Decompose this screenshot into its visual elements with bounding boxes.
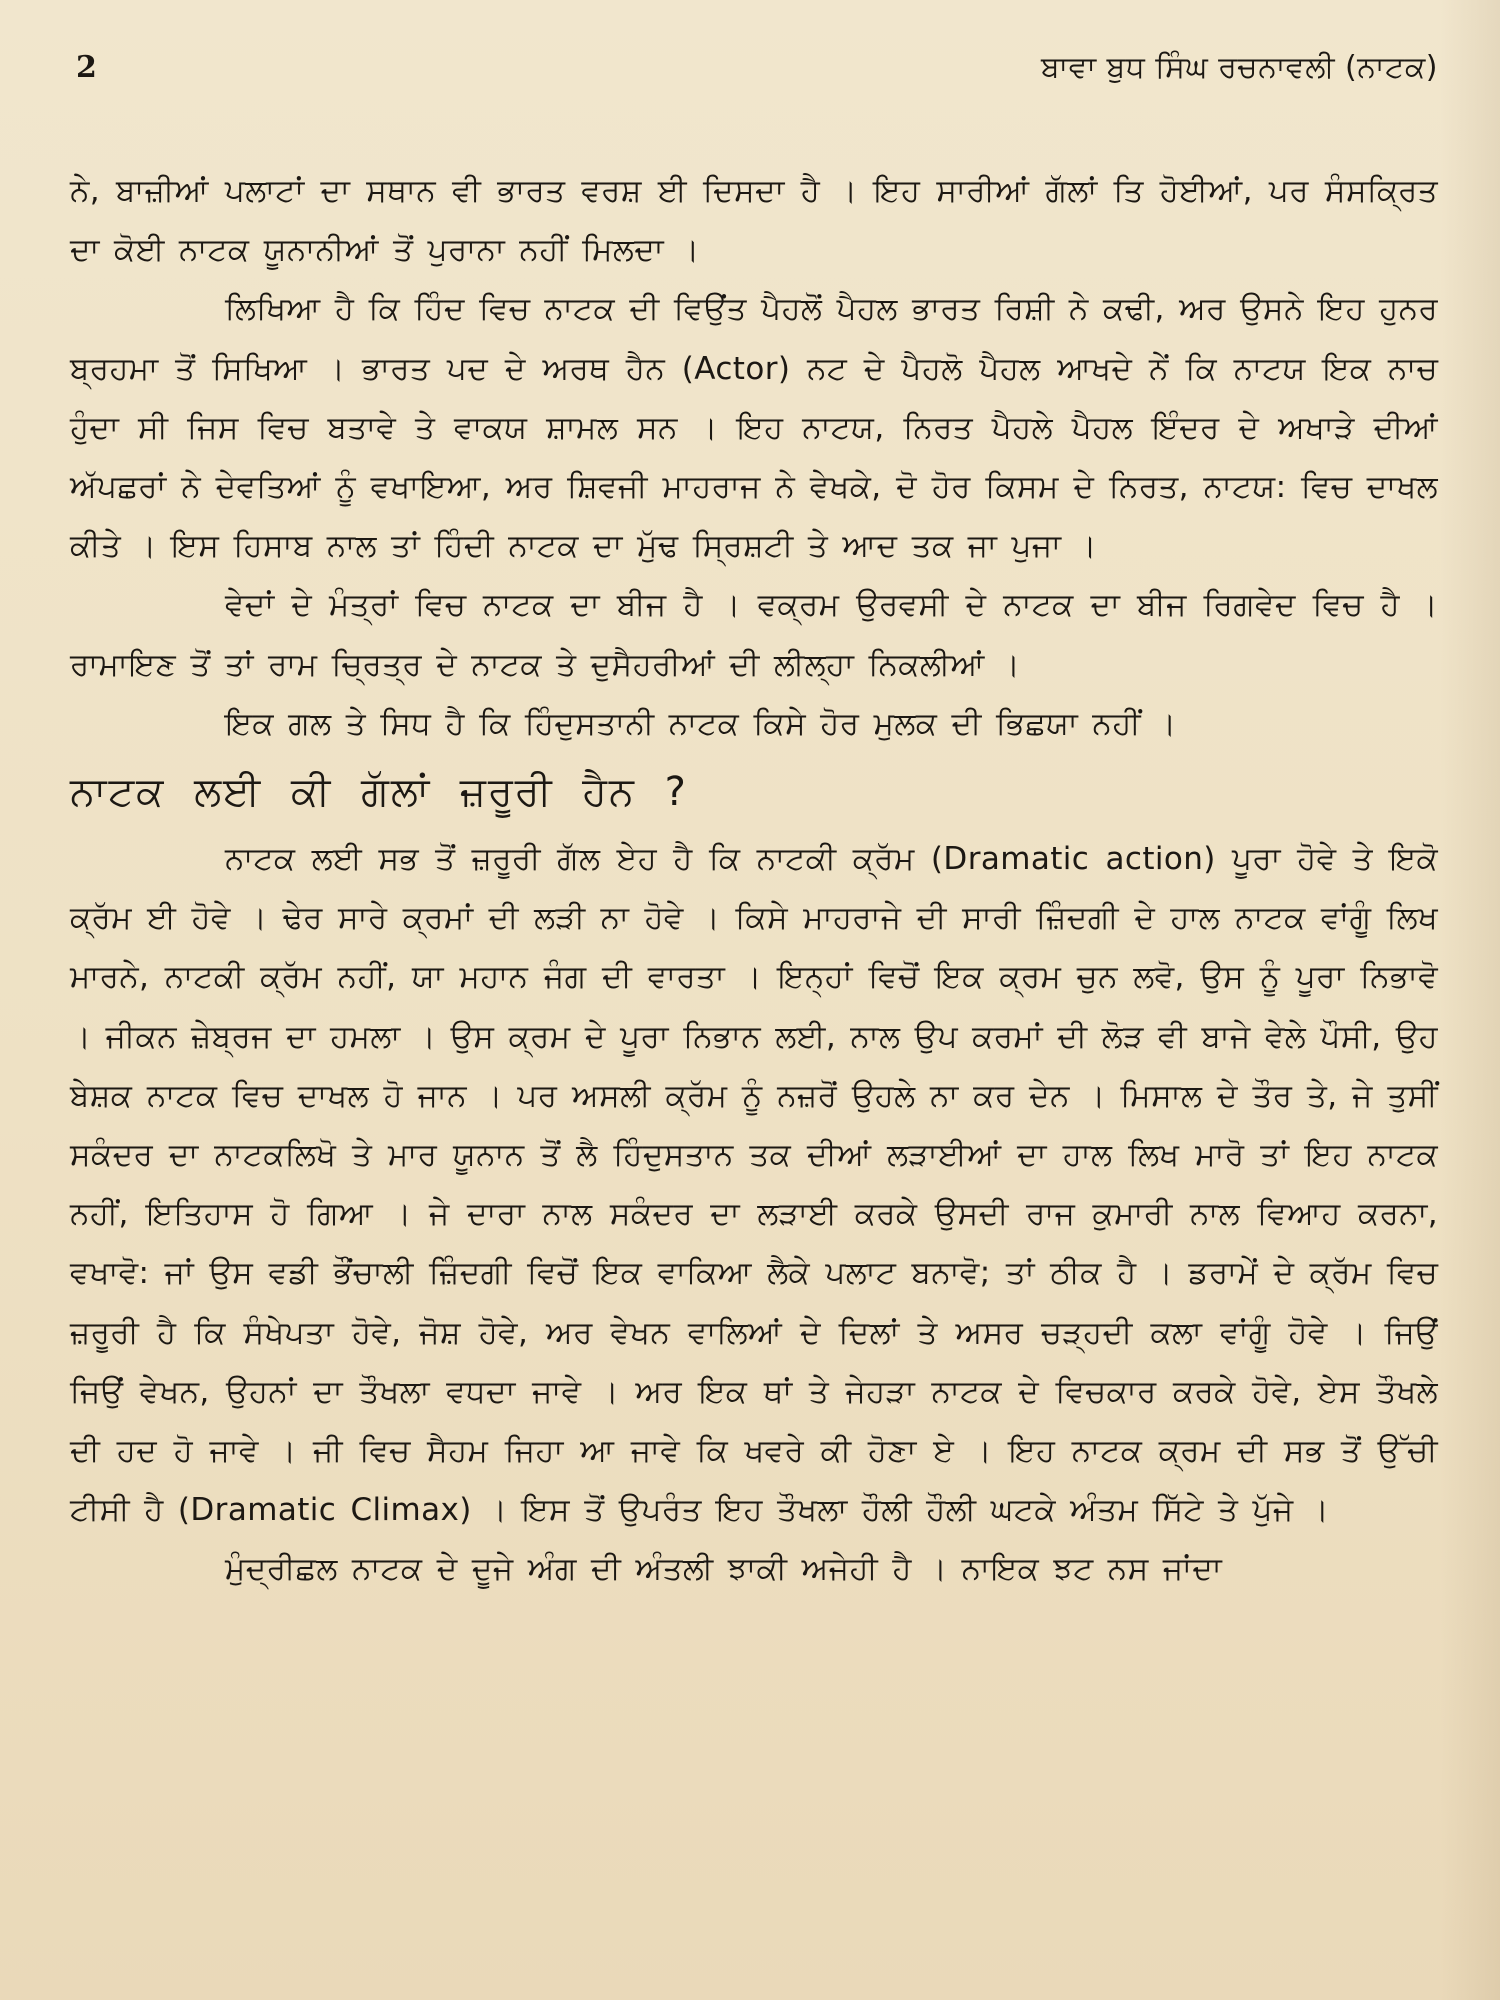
paragraph: ਇਕ ਗਲ ਤੇ ਸਿਧ ਹੈ ਕਿ ਹਿੰਦੁਸਤਾਨੀ ਨਾਟਕ ਕਿਸੇ ਹੋਰ ਮੁਲਕ ਦੀ ਭਿਛਯਾ ਨਹੀਂ ।: [225, 705, 1177, 742]
paragraph: ਮੁੰਦ੍ਰੀਛਲ ਨਾਟਕ ਦੇ ਦੂਜੇ ਅੰਗ ਦੀ ਅੰਤਲੀ ਝਾਕੀ ਅਜੇਹੀ ਹੈ । ਨਾਇਕ ਝਟ ਨਸ ਜਾਂਦਾ: [225, 1551, 1223, 1588]
book-title: ਬਾਵਾ ਬੁਧ ਸਿੰਘ ਰਚਨਾਵਲੀ (ਨਾਟਕ): [1040, 50, 1438, 85]
paragraph: ਨਾਟਕ ਲਈ ਸਭ ਤੋਂ ਜ਼ਰੂਰੀ ਗੱਲ ਏਹ ਹੈ ਕਿ ਨਾਟਕੀ ਕ੍ਰੱਮ (Dramatic action) ਪੂਰਾ ਹੋਵੇ ਤੇ ਇਕੋ ਕ੍ਰੱਮ ਈ ਹੋਵੇ । ਢੇਰ ਸਾਰੇ ਕ੍ਰਮਾਂ ਦੀ ਲੜੀ ਨਾ ਹੋਵੇ । ਕਿਸੇ ਮਾਹਰਾਜੇ ਦੀ ਸਾਰੀ ਜ਼ਿੰਦਗੀ ਦੇ ਹਾਲ ਨਾਟਕ ਵਾਂਗੂੰ ਲਿਖ ਮਾਰਨੇ, ਨਾਟਕੀ ਕ੍ਰੱਮ ਨਹੀਂ, ਯਾ ਮਹਾਨ ਜੰਗ ਦੀ ਵਾਰਤਾ । ਇਨ੍ਹਾਂ ਵਿਚੋਂ ਇਕ ਕ੍ਰਮ ਚੁਨ ਲਵੋ, ਉਸ ਨੂੰ ਪੂਰਾ ਨਿਭਾਵੋ । ਜੀਕਨ ਜ਼ੇਬ੍ਰਜ ਦਾ ਹਮਲਾ । ਉਸ ਕ੍ਰਮ ਦੇ ਪੂਰਾ ਨਿਭਾਨ ਲਈ, ਨਾਲ ਉਪ ਕਰਮਾਂ ਦੀ ਲੋੜ ਵੀ ਬਾਜੇ ਵੇਲੇ ਪੌਸੀ, ਉਹ ਬੇਸ਼ਕ ਨਾਟਕ ਵਿਚ ਦਾਖਲ ਹੋ ਜਾਨ । ਪਰ ਅਸਲੀ ਕ੍ਰੱਮ ਨੂੰ ਨਜ਼ਰੋਂ ਉਹਲੇ ਨਾ ਕਰ ਦੇਨ । ਮਿਸਾਲ ਦੇ ਤੌਰ ਤੇ, ਜੇ ਤੁਸੀਂ ਸਕੰਦਰ ਦਾ ਨਾਟਕਲਿਖੋ ਤੇ ਮਾਰ ਯੂਨਾਨ ਤੋਂ ਲੈ ਹਿੰਦੁਸਤਾਨ ਤਕ ਦੀਆਂ ਲੜਾਈਆਂ ਦਾ ਹਾਲ ਲਿਖ ਮਾਰੋ ਤਾਂ ਇਹ ਨਾਟਕ ਨਹੀਂ, ਇਤਿਹਾਸ ਹੋ ਗਿਆ । ਜੇ ਦਾਰਾ ਨਾਲ ਸਕੰਦਰ ਦਾ ਲੜਾਈ ਕਰਕੇ ਉਸਦੀ ਰਾਜ ਕੁਮਾਰੀ ਨਾਲ ਵਿਆਹ ਕਰਨਾ, ਵਖਾਵੋ: ਜਾਂ ਉਸ ਵਡੀ ਭੌਂਚਾਲੀ ਜ਼ਿੰਦਗੀ ਵਿਚੋਂ ਇਕ ਵਾਕਿਆ ਲੈਕੇ ਪਲਾਟ ਬਨਾਵੋ; ਤਾਂ ਠੀਕ ਹੈ । ਡਰਾਮੇਂ ਦੇ ਕ੍ਰੱਮ ਵਿਚ ਜ਼ਰੂਰੀ ਹੈ ਕਿ ਸੰਖੇਪਤਾ ਹੋਵੇ, ਜੋਸ਼ ਹੋਵੇ, ਅਰ ਵੇਖਨ ਵਾਲਿਆਂ ਦੇ ਦਿਲਾਂ ਤੇ ਅਸਰ ਚੜ੍ਹਦੀ ਕਲਾ ਵਾਂਗੂੰ ਹੋਵੇ । ਜਿਉਂ ਜਿਉਂ ਵੇਖਨ, ਉਹਨਾਂ ਦਾ ਤੌਖਲਾ ਵਧਦਾ ਜਾਵੇ । ਅਰ ਇਕ ਥਾਂ ਤੇ ਜੇਹੜਾ ਨਾਟਕ ਦੇ ਵਿਚਕਾਰ ਕਰਕੇ ਹੋਵੇ, ਏਸ ਤੌਖਲੇ ਦੀ ਹਦ ਹੋ ਜਾਵੇ । ਜੀ ਵਿਚ ਸੈਹਮ ਜਿਹਾ ਆ ਜਾਵੇ ਕਿ ਖਵਰੇ ਕੀ ਹੋਣਾ ਏ । ਇਹ ਨਾਟਕ ਕ੍ਰਮ ਦੀ ਸਭ ਤੋਂ ਉੱਚੀ ਟੀਸੀ ਹੈ (Dramatic Climax) । ਇਸ ਤੋਂ ਉਪਰੰਤ ਇਹ ਤੌਖਲਾ ਹੌਲੀ ਹੌਲੀ ਘਟਕੇ ਅੰਤਮ ਸਿੱਟੇ ਤੇ ਪੁੱਜੇ ।: [70, 841, 1438, 1529]
paragraph: ਵੇਦਾਂ ਦੇ ਮੰਤ੍ਰਾਂ ਵਿਚ ਨਾਟਕ ਦਾ ਬੀਜ ਹੈ । ਵਕ੍ਰਮ ਉਰਵਸੀ ਦੇ ਨਾਟਕ ਦਾ ਬੀਜ ਰਿਗਵੇਦ ਵਿਚ ਹੈ । ਰਾਮਾਇਣ ਤੋਂ ਤਾਂ ਰਾਮ ਚ੍ਰਿਤ੍ਰ ਦੇ ਨਾਟਕ ਤੇ ਦੁਸੈਹਰੀਆਂ ਦੀ ਲੀਲ੍ਹਾ ਨਿਕਲੀਆਂ ।: [70, 587, 1438, 683]
paragraph: ਨੇ, ਬਾਜ਼ੀਆਂ ਪਲਾਟਾਂ ਦਾ ਸਥਾਨ ਵੀ ਭਾਰਤ ਵਰਸ਼ ਈ ਦਿਸਦਾ ਹੈ । ਇਹ ਸਾਰੀਆਂ ਗੱਲਾਂ ਤਿ ਹੋਈਆਂ, ਪਰ ਸੰਸਕ੍ਰਿਤ ਦਾ ਕੋਈ ਨਾਟਕ ਯੂਨਾਨੀਆਂ ਤੋਂ ਪੁਰਾਨਾ ਨਹੀਂ ਮਿਲਦਾ ।: [70, 173, 1438, 269]
paragraphs-after: [70, 830, 1438, 1600]
section-heading: ਨਾਟਕ ਲਈ ਕੀ ਗੱਲਾਂ ਜ਼ਰੂਰੀ ਹੈਨ ?: [70, 769, 688, 816]
paragraph: ਲਿਖਿਆ ਹੈ ਕਿ ਹਿੰਦ ਵਿਚ ਨਾਟਕ ਦੀ ਵਿਉਂਤ ਪੈਹਲੋਂ ਪੈਹਲ ਭਾਰਤ ਰਿਸ਼ੀ ਨੇ ਕਢੀ, ਅਰ ਉਸਨੇ ਇਹ ਹੁਨਰ ਬ੍ਰਹਮਾ ਤੋਂ ਸਿਖਿਆ । ਭਾਰਤ ਪਦ ਦੇ ਅਰਥ ਹੈਨ (Actor) ਨਟ ਦੇ ਪੈਹਲੋ ਪੈਹਲ ਆਖਦੇ ਨੇਂ ਕਿ ਨਾਟਯ ਇਕ ਨਾਚ ਹੁੰਦਾ ਸੀ ਜਿਸ ਵਿਚ ਬਤਾਵੇ ਤੇ ਵਾਕਯ ਸ਼ਾਮਲ ਸਨ । ਇਹ ਨਾਟਯ, ਨਿਰਤ ਪੈਹਲੇ ਪੈਹਲ ਇੰਦਰ ਦੇ ਅਖਾੜੇ ਦੀਆਂ ਅੱਪਛਰਾਂ ਨੇ ਦੇਵਤਿਆਂ ਨੂੰ ਵਖਾਇਆ, ਅਰ ਸ਼ਿਵਜੀ ਮਾਹਰਾਜ ਨੇ ਵੇਖਕੇ, ਦੋ ਹੋਰ ਕਿਸਮ ਦੇ ਨਿਰਤ, ਨਾਟਯ: ਵਿਚ ਦਾਖਲ ਕੀਤੇ । ਇਸ ਹਿਸਾਬ ਨਾਲ ਤਾਂ ਹਿੰਦੀ ਨਾਟਕ ਦਾ ਮੁੱਢ ਸ੍ਰਿਸ਼ਟੀ ਤੇ ਆਦ ਤਕ ਜਾ ਪੁਜਾ ।: [70, 291, 1438, 565]
paragraphs-before: [70, 162, 1438, 754]
page-number: 2: [76, 50, 97, 85]
running-head: [70, 50, 1438, 106]
body-text: [70, 162, 1438, 1600]
